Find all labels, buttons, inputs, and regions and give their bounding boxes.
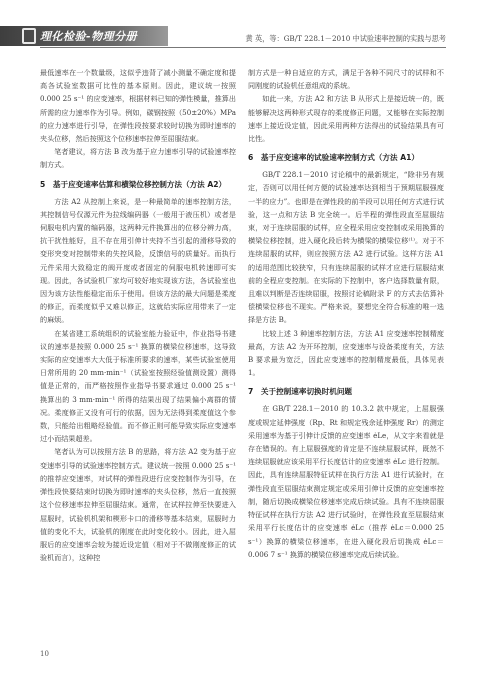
section-heading: 6 基于应变速率的试验速率控制方式（方法 A1） [248,153,419,163]
journal-title: 理化检验-物理分册 [40,30,138,43]
paragraph: 制方式是一种自适应的方式，满足于各种不同尺寸的试样和不同刚度的试验机任意组成的系统。 [248,68,444,91]
page-number: 10 [40,650,49,658]
right-column [248,66,444,561]
running-head: 黄 英，等：GB/T 228.1－2010 中试验速率控制的实践与思考 [245,34,446,43]
paragraph: 最低速率在一个数量级，这似乎违背了减小测量不确定度和提高各试验室数据可比性的基本原则。因此，建议统一按照 0.000 25 s⁻¹ 的应变速率，根据材料已知的弹性模量，推算出所需的应力速率作为引导。例如，碳钢按照（50±20%）MPa 的应力速率进行引导，在弹性段按要求较时切换为即时速率的夹头位移，然后按照这个位移速率拉伸至屈服结束。 [40,68,236,144]
section-heading: 5 基于应变速率估算和横梁位移控制方法（方法 A2） [40,179,227,189]
paragraph: GB/T 228.1－2010 讨论稿中的最新规定，“除非另有规定，否则可以用任何方便的试验速率达到相当于预期屈服强度一半的应力”。也即是在弹性段的前半段可以用任何方式进行试验，这一点和方法 B 完全统一。后半程的弹性段直至屈服结束，对于连续屈服的试样，应全程采用应变控制或采用换算的横梁位移控制，进入硬化段后转为横梁的横梁位移⁽¹⁾。对于不连续屈服的试样，则应按照方法 A2 进行试验。这样方法 A1 的适用范围比较狭窄，只有连续屈服的试样才应进行屈服结束前的全程应变控制。在实际的下控制中，客户选择数量有限，且难以判断是否连续屈服，按照讨论稿附录 F 的方式去估算补偿横梁位移也不现实。严格来说，要想完全符合标准的唯一选择是方法 B。 [248,170,444,325]
page-header [0,26,480,50]
paragraph: 笔者认为可以按照方法 B 的思路，将方法 A2 变为基于应变速率引导的试验速率控制方式。建议统一按照 0.000 25 s⁻¹ 的推荐应变速率，对试样的弹性段进行应变控制作为引导，在弹性段快要结束时切换为即时速率的夹头位移，然后一直按照这个位移速率拉伸至屈服结束。通常，在试样拉伸至快要进入屈服时，试验机机架和楔形卡口的滑移等基本结束，屈服时力值的变化不大，试验机的刚度在此时变化较小。因此，进入屈服后的应变速率会较为接近设定值（相对于不做刚度修正的试验机而言），这种控 [40,447,236,563]
paragraph: 在某省建工系统组织的试验室能力验证中，作业指导书建议的速率是按照 0.000 25 s⁻¹ 换算的横梁位移速率，这导致实际的应变速率大大低于标准所要求的速率，某些试验室使用日常所用的 20 mm·min⁻¹（试验室按照经验值测设置）测得值是正常的，而严格按照作业指导书要求通过 0.000 25 s⁻¹ 换算出的 3 mm·min⁻¹ 所得的结果出现了结果偏小离群的情况。柔度修正又没有可行的依据，因为无法得到柔度值这个参数，只能给出粗略经验值。而不修正则可能导致实际应变速率过小而结果超差。 [40,328,236,444]
paragraph: 在 GB/T 228.1－2010 的 10.3.2 款中规定，上屈服强度或规定延伸强度（Rp、Rt 和规定残余延伸强度 Rr）的测定采用速率为基于引伸计反馈的应变速率 ėLe，从文字来看就是存在错误的。有上屈服强度的肯定是不连续屈服试样，既然不连续屈服就应该采用平行长度估计的应变速率 ėLc 进行控制。因此，具有连续屈服特征试样在执行方法 A1 进行试验时，在弹性段直至屈服结束测定规定或采用引伸计反馈的应变速率控制，随后切换成横梁位移速率完成后续试验。具有不连续屈服特征试样在执行方法 A2 进行试验时，在弹性段直至屈服结束采用平行长度估计的应变速率 ėLc（推荐 ėLc＝0.000 25 s⁻¹）换算的横梁位移速率，在进入硬化段后切换成 ėLc＝0.006 7 s⁻¹ 换算的横梁位移速率完成后续试验。 [248,404,444,559]
header-rule [40,47,446,48]
paragraph: 比较上述 3 种速率控制方法，方法 A1 应变速率控制精度最高，方法 A2 为开环控制，应变速率与设备柔度有关，方法 B 要求最为宽泛，因此应变速率的控制精度最低，具体见表 1。 [248,328,444,378]
logo-icon [22,28,36,44]
left-column [40,66,236,564]
journal-logo [0,26,168,46]
paragraph: 如此一来，方法 A2 和方法 B 从形式上是接近统一的，既能够解决这两种形式现存的柔度修正问题，又能够在实际控制速率上接近设定值，因此采用两种方法得出的试验结果具有可比性。 [248,94,444,144]
paragraph: 方法 A2 从控制上来说，是一种最简单的速率控制方法，其控制信号仅源元件为拉线编码器（一般用于液压机）或者是伺服电机内置的编码器，这两种元件换算出的位移分辨力高，抗干扰性能好，且不存在用引伸计夹持不当引起的滑移导致的变形突变对控制带来的失控风险，反馈信号的质量好。而执行元件采用大致稳定的阀开度或者固定的伺服电机转速即可实现。因此，各试验机厂家均可较好地实现该方法，各试验室也因为该方法性能稳定而乐于使用。但该方法的最大问题是柔度的修正，而柔度似乎又难以修正，这就给实际应用带来了一定的麻烦。 [40,196,236,325]
section-heading: 7 关于控制速率切换时机问题 [248,387,353,397]
paragraph: 笔者建议，将方法 B 改为基于应力速率引导的试验速率控制方式。 [40,147,236,170]
